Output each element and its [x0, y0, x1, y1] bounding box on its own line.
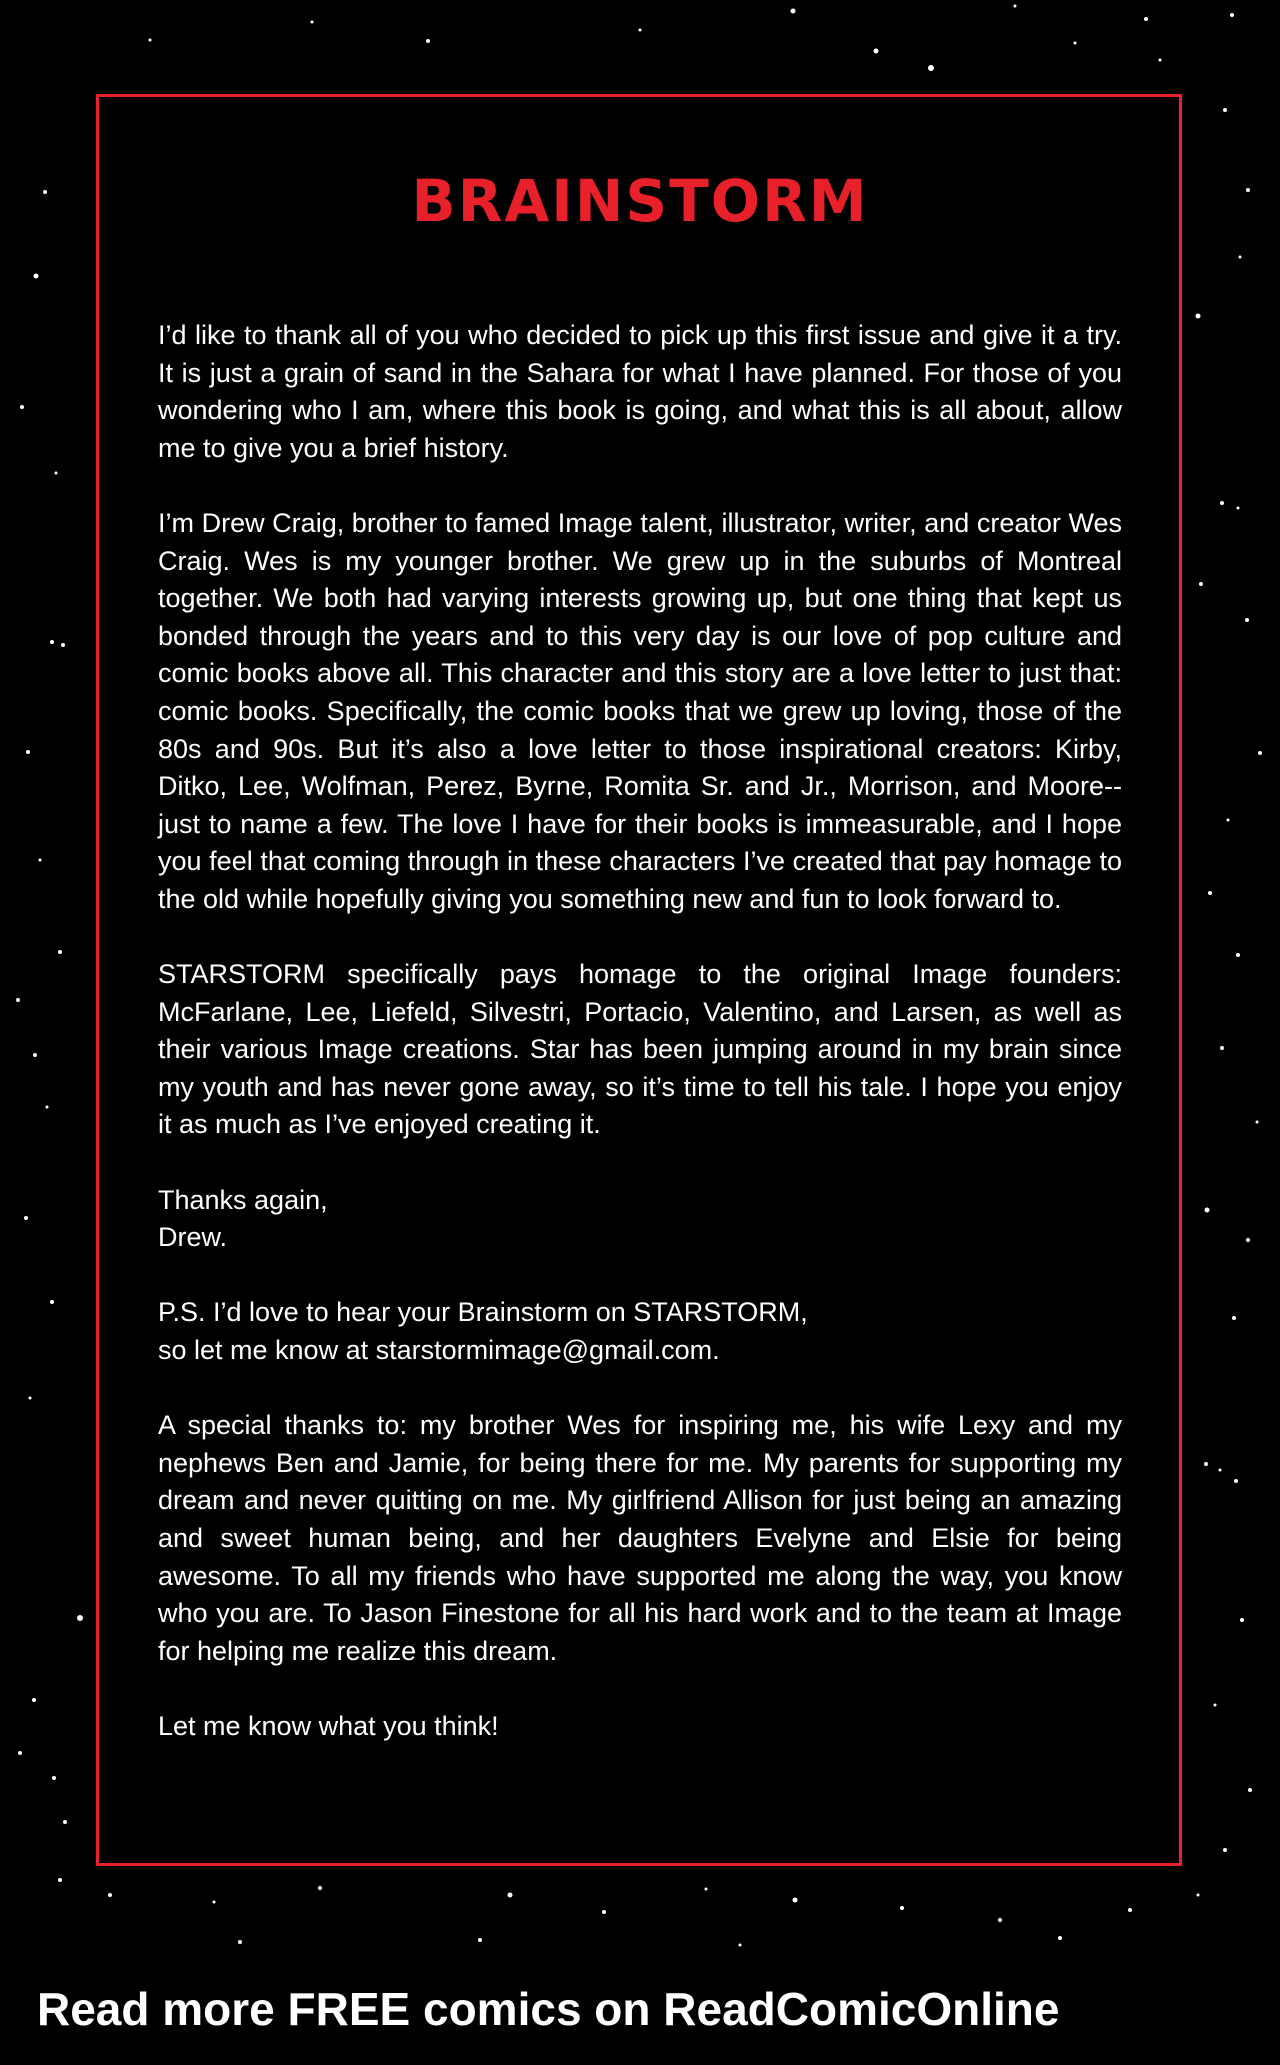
postscript: [158, 1294, 1122, 1369]
postscript-line-1: P.S. I’d love to hear your Brainstorm on STARSTORM,: [158, 1297, 808, 1328]
closing-line: Let me know what you think!: [158, 1710, 499, 1741]
paragraph-thanks: A special thanks to: my brother Wes for inspiring me, his wife Lexy and my nephews Ben and Jamie, for being there for me. My parents for supporting my dream and never quitting on me. My girlfriend Allison for just being an amazing and sweet human being, and her daughters Evelyne and Elsie for being awesome. To all my friends who have supported me along the way, you know who you are. To Jason Finestone for all his hard work and to the team at Image for helping me realize this dream.: [158, 1410, 1122, 1666]
footer-promo-link[interactable]: Read more FREE comics on ReadComicOnline: [37, 1983, 1060, 2035]
letter-title: BRAINSTORM: [411, 167, 869, 235]
signoff-line-1: Thanks again,: [158, 1184, 328, 1215]
signoff-line-2: Drew.: [158, 1222, 228, 1253]
paragraph-starstorm: STARSTORM specifically pays homage to the original Image founders: McFarlane, Lee, Liefeld, Silvestri, Portacio, Valentino, and Larsen, as well as their various Image creations. Star has been jumping around in my brain since my youth and has never gone away, so it’s time to tell his tale. I hope you enjoy it as much as I’ve enjoyed creating it.: [158, 959, 1122, 1140]
signoff: [158, 1182, 1122, 1257]
letter-body: [158, 317, 1122, 1783]
paragraph-history: I’m Drew Craig, brother to famed Image talent, illustrator, writer, and creator Wes Craig. Wes is my younger brother. We grew up in the suburbs of Montreal together. We both had varying interests growing up, but one thing that kept us bonded through the years and to this very day is our love of pop culture and comic books above all. This character and this story are a love letter to just that: comic books. Specifically, the comic books that we grew up loving, those of the 80s and 90s. But it’s also a love letter to those inspirational creators: Kirby, Ditko, Lee, Wolfman, Perez, Byrne, Romita Sr. and Jr., Morrison, and Moore--just to name a few. The love I have for their books is immeasurable, and I hope you feel that coming through in these characters I’ve created that pay homage to the old while hopefully giving you something new and fun to look forward to.: [158, 507, 1122, 914]
paragraph-intro: I’d like to thank all of you who decided to pick up this first issue and give it a try. It is just a grain of sand in the Sahara for what I have planned. For those of you wondering who I am, where this book is going, and what this is all about, allow me to give you a brief history.: [158, 320, 1122, 463]
postscript-line-2: so let me know at starstormimage@gmail.com.: [158, 1335, 720, 1366]
